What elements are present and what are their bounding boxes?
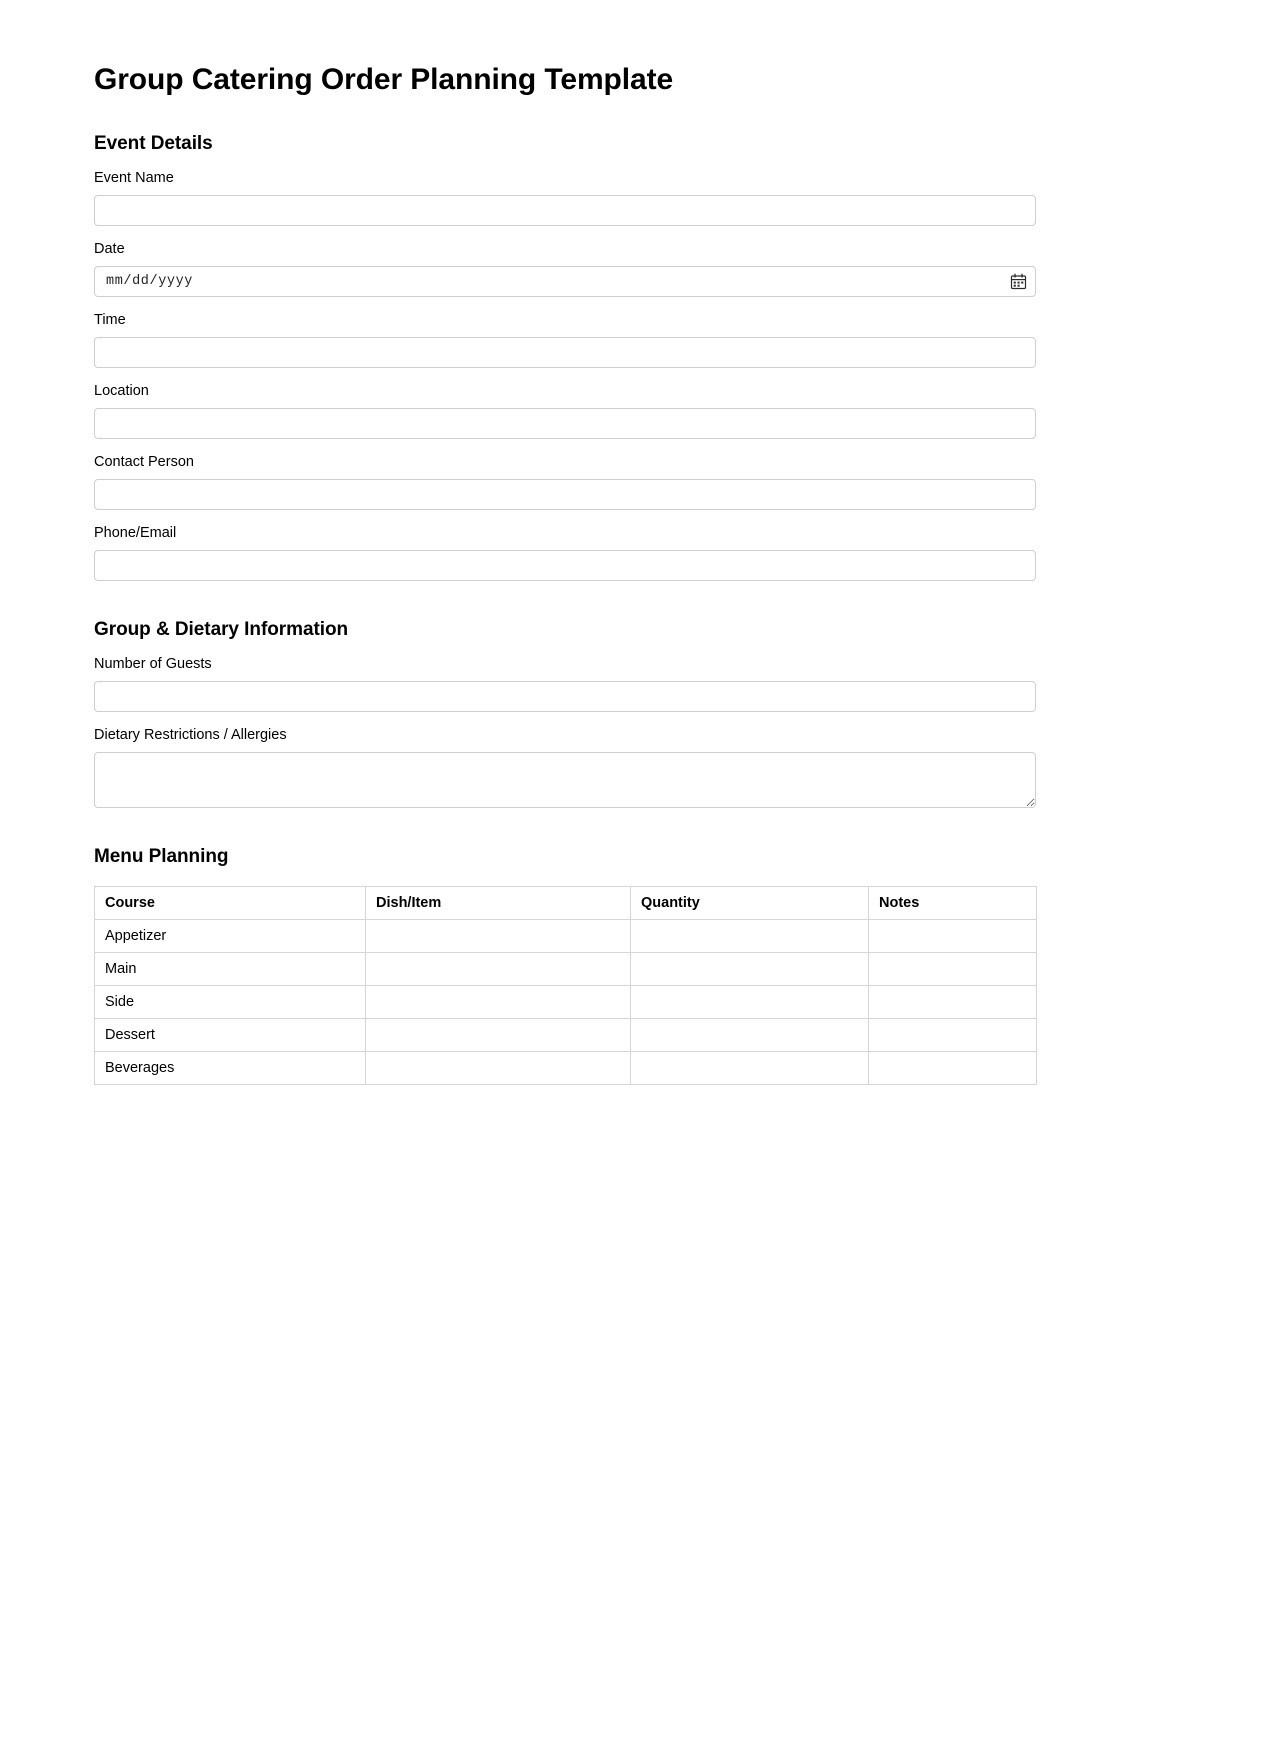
section-menu-planning	[94, 846, 1168, 1085]
date-input[interactable]	[94, 266, 1036, 297]
label-contact-person: Contact Person	[94, 454, 194, 471]
cell-quantity[interactable]	[631, 920, 869, 953]
field-dietary-restrictions	[94, 726, 1168, 808]
cell-quantity[interactable]	[631, 1019, 869, 1052]
spacer	[94, 581, 1168, 619]
phone-email-input[interactable]	[94, 550, 1036, 581]
menu-planning-table	[94, 886, 1037, 1085]
label-phone-email: Phone/Email	[94, 525, 177, 542]
section-heading-event-details: Event Details	[94, 133, 213, 155]
cell-dish[interactable]	[366, 1052, 631, 1085]
cell-dish[interactable]	[366, 986, 631, 1019]
cell-course: Beverages	[95, 1052, 366, 1085]
field-date	[94, 240, 1168, 297]
section-heading-group-dietary: Group & Dietary Information	[94, 619, 349, 641]
cell-notes[interactable]	[869, 1052, 1037, 1085]
table-row	[95, 986, 1037, 1019]
section-event-details	[94, 133, 1168, 581]
cell-dish[interactable]	[366, 953, 631, 986]
cell-course: Dessert	[95, 1019, 366, 1052]
field-event-name	[94, 169, 1168, 226]
table-row	[95, 1019, 1037, 1052]
cell-dish[interactable]	[366, 1019, 631, 1052]
field-time	[94, 311, 1168, 368]
field-number-of-guests	[94, 655, 1168, 712]
contact-person-input[interactable]	[94, 479, 1036, 510]
cell-course: Appetizer	[95, 920, 366, 953]
cell-course: Main	[95, 953, 366, 986]
table-row	[95, 920, 1037, 953]
table-header-row	[95, 887, 1037, 920]
dietary-restrictions-textarea[interactable]	[94, 752, 1036, 808]
date-input-wrapper	[94, 266, 1036, 297]
table-row	[95, 1052, 1037, 1085]
column-header-notes: Notes	[869, 887, 1037, 920]
page-title: Group Catering Order Planning Template	[94, 63, 674, 96]
cell-quantity[interactable]	[631, 1052, 869, 1085]
label-location: Location	[94, 383, 149, 400]
event-name-input[interactable]	[94, 195, 1036, 226]
table-row	[95, 953, 1037, 986]
column-header-dish-item: Dish/Item	[366, 887, 631, 920]
spacer	[94, 808, 1168, 846]
label-date: Date	[94, 241, 125, 258]
cell-dish[interactable]	[366, 920, 631, 953]
label-time: Time	[94, 312, 126, 329]
number-of-guests-input[interactable]	[94, 681, 1036, 712]
cell-course: Side	[95, 986, 366, 1019]
field-contact-person	[94, 453, 1168, 510]
section-heading-menu-planning: Menu Planning	[94, 846, 229, 868]
cell-notes[interactable]	[869, 920, 1037, 953]
cell-quantity[interactable]	[631, 953, 869, 986]
location-input[interactable]	[94, 408, 1036, 439]
field-location	[94, 382, 1168, 439]
cell-quantity[interactable]	[631, 986, 869, 1019]
column-header-quantity: Quantity	[631, 887, 869, 920]
spacer	[94, 97, 1168, 133]
calendar-icon[interactable]	[1010, 273, 1027, 290]
cell-notes[interactable]	[869, 1019, 1037, 1052]
label-event-name: Event Name	[94, 170, 174, 187]
time-input[interactable]	[94, 337, 1036, 368]
section-group-dietary	[94, 619, 1168, 808]
label-dietary-restrictions: Dietary Restrictions / Allergies	[94, 727, 287, 744]
cell-notes[interactable]	[869, 986, 1037, 1019]
label-number-of-guests: Number of Guests	[94, 656, 212, 673]
field-phone-email	[94, 524, 1168, 581]
date-placeholder-text: mm/dd/yyyy	[106, 274, 194, 290]
cell-notes[interactable]	[869, 953, 1037, 986]
column-header-course: Course	[95, 887, 366, 920]
